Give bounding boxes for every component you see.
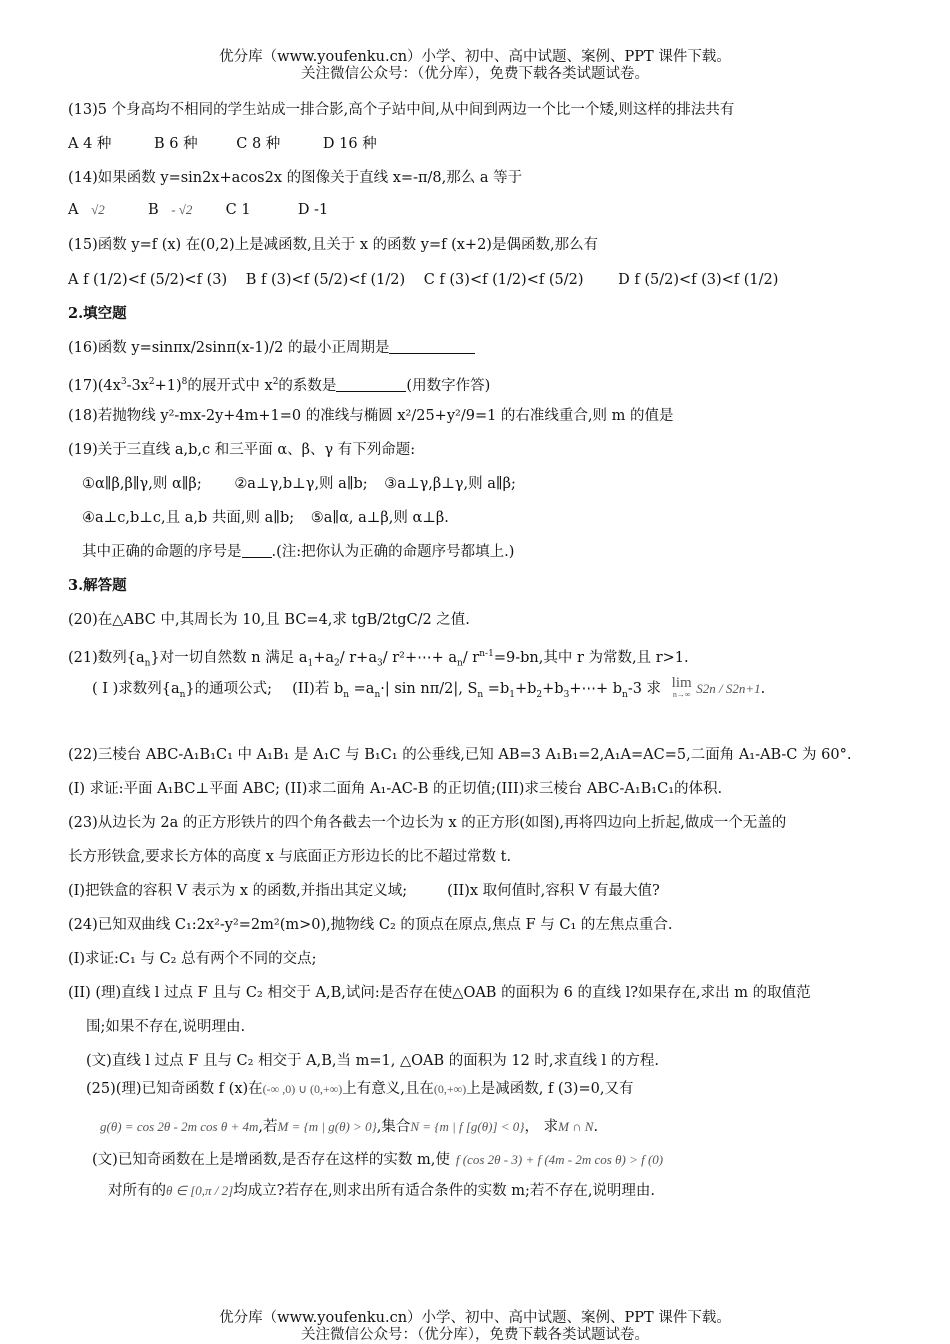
q16-text: (16)函数 y=sinπx/2sinπ(x-1)/2 的最小正周期是 <box>68 340 390 356</box>
q25-t9: 对所有的 <box>108 1183 166 1199</box>
q21-t10: (II)若 b <box>292 681 344 697</box>
q15-option-d: D f (5/2)<f (3)<f (1/2) <box>618 272 779 288</box>
q18: (18)若抛物线 y²-mx-2y+4m+1=0 的准线与椭圆 x²/25+y²/9=1 的右准线重合,则 m 的值是 <box>68 408 674 424</box>
q25-math-N: N = {m | f [g(θ)] < 0} <box>410 1119 525 1134</box>
q22-line1: (22)三棱台 ABC-A₁B₁C₁ 中 A₁B₁ 是 A₁C 与 B₁C₁ 的公垂线,已知 AB=3 A₁B₁=2,A₁A=AC=5,二面角 A₁-AB-C 为 60°. <box>68 747 852 763</box>
q19-props-row1 <box>82 474 516 494</box>
q19-props-row2 <box>82 508 449 528</box>
page-header-line1: 优分库（www.youfenku.cn）小学、初中、高中试题、案例、PPT 课件下载。 <box>219 49 731 65</box>
q17-text-5: 的系数是 <box>278 377 337 394</box>
q21-t12: ·| sin nπ/2|, S <box>380 681 478 697</box>
q19-tail-2: .(注:把你认为正确的命题序号都填上.) <box>271 544 515 560</box>
q13-option-c: C 8 种 <box>236 136 281 152</box>
q19-tail-1: 其中正确的命题的序号是 <box>82 544 242 560</box>
q17-answer-blank <box>336 377 406 392</box>
q24-line3: (II) (理)直线 l 过点 F 且与 C₂ 相交于 A,B,试问:是否存在使△OAB 的面积为 6 的直线 l?如果存在,求出 m 的取值范 <box>68 985 811 1001</box>
q17: $(17)(4x^3-3x^2+1)^8$的展开式中 $x^2$的系数是 (用数字作答) <box>68 377 491 394</box>
q25-math-g: g(θ) = cos 2θ - 2m cos θ + 4m <box>100 1119 259 1134</box>
section-fill-in-heading: 2.填空题 <box>68 305 127 322</box>
q23-part1: (I)把铁盒的容积 V 表示为 x 的函数,并指出其定义域; <box>68 883 408 899</box>
q25-t1: (25)(理)已知奇函数 f (x)在 <box>86 1081 263 1097</box>
q17-text-6: (用数字作答) <box>406 377 491 394</box>
q19-prop-4: ④a⊥c,b⊥c,且 a,b 共面,则 a∥b; <box>82 510 295 526</box>
section-solution-heading: 3.解答题 <box>68 577 127 594</box>
q21-t8: ( I )求数列{a <box>92 681 180 697</box>
q17-text-4: 的展开式中 x <box>187 377 273 394</box>
q21-t16: +⋯+ b <box>569 681 623 697</box>
q14-options <box>68 200 328 220</box>
q25-math-theta: θ ∈ [0,π / 2] <box>166 1183 234 1198</box>
page-footer-line1: 优分库（www.youfenku.cn）小学、初中、高中试题、案例、PPT 课件下载。 <box>219 1310 731 1326</box>
q21-end: . <box>760 681 766 697</box>
q14-option-a: A <box>68 202 79 218</box>
q17-text-2: -3x <box>126 377 149 394</box>
q25-math-interval: (0,+∞) <box>433 1082 467 1096</box>
q14-option-c: C 1 <box>225 202 251 218</box>
q14-option-b-math: - √2 <box>171 202 193 217</box>
q22-line2: (I) 求证:平面 A₁BC⊥平面 ABC; (II)求二面角 A₁-AC-B 的正切值;(III)求三棱台 ABC-A₁B₁C₁的体积. <box>68 781 723 797</box>
q25-math-M: M = {m | g(θ) > 0} <box>277 1119 377 1134</box>
q25-math-domain: (-∞ ,0) ∪ (0,+∞) <box>262 1082 343 1096</box>
q23-part2: (II)x 取何值时,容积 V 有最大值? <box>447 883 660 899</box>
q16-answer-blank <box>389 339 475 354</box>
q21-t1: (21)数列{a <box>68 649 145 666</box>
q25-t6: ， 求 <box>524 1119 559 1135</box>
q23-line1: (23)从边长为 2a 的正方形铁片的四个角各截去一个边长为 x 的正方形(如图),再将四边向上折起,做成一个无盖的 <box>68 815 787 831</box>
q21-lim-bottom: n→∞ <box>672 690 691 699</box>
q19-prop-5: ⑤a∥α, a⊥β,则 α⊥β. <box>310 510 449 526</box>
q17-text-1: (17)(4x <box>68 377 121 394</box>
q25-math-MN: M ∩ N <box>558 1119 594 1134</box>
q15-option-b: B f (3)<f (5/2)<f (1/2) <box>245 272 406 288</box>
q15-option-c: C f (3)<f (1/2)<f (5/2) <box>423 272 584 288</box>
page-header-line2: 关注微信公众号：（优分库），免费下载各类试题试卷。 <box>301 66 649 82</box>
q15-options <box>68 270 778 290</box>
q21-limit <box>671 675 692 700</box>
q13-options <box>68 134 377 154</box>
q25-t10: 均成立?若存在,则求出所有适合条件的实数 m;若不存在,说明理由. <box>233 1183 656 1199</box>
q21-limit-expr: S2n / S2n+1 <box>696 681 761 696</box>
q21-t2: }对一切自然数 n 满足 a <box>150 649 308 666</box>
q13-option-a: A 4 种 <box>68 136 112 152</box>
q21-lim-top: lim <box>671 675 692 691</box>
q25-t5: ,集合 <box>376 1119 411 1135</box>
q25-t8: (文)已知奇函数在上是增函数,是否存在这样的实数 m,使 <box>92 1152 450 1168</box>
q21-t9: }的通项公式; <box>185 681 273 697</box>
q21-t4: / r+a <box>339 649 377 666</box>
q21-line1: (21)数列$\{a_n\}$对一切自然数 n 满足 $a_1+a_2/$ $r+a_3/$ r²+⋯+ $a_n/$ $r^{n-1}=9-bn$,其中 r 为常数,且 r>1. <box>68 649 689 669</box>
q13-option-b: B 6 种 <box>154 136 198 152</box>
q21-line2: ( I )求数列$\{a_n\}$的通项公式; (II)若 $b_n =a_n\cdot|$ sin nπ/2|, $S_n$ $=b_1+b_2+b_3+\cdots+ b_n-3$ 求 lim n→∞ S2n / S2n+1. <box>92 675 766 700</box>
q23-line2: 长方形铁盒,要求长方体的高度 x 与底面正方形边长的比不超过常数 t. <box>68 849 512 865</box>
q21-t3: +a <box>313 649 335 666</box>
page-footer-line2: 关注微信公众号：（优分库），免费下载各类试题试卷。 <box>301 1327 649 1343</box>
q25-line2 <box>100 1117 598 1137</box>
q19-prop-2: ②a⊥γ,b⊥γ,则 a∥b; <box>234 476 368 492</box>
q14-option-d: D -1 <box>297 202 329 218</box>
q25-t4: ,若 <box>258 1119 278 1135</box>
q19-stem: (19)关于三直线 a,b,c 和三平面 α、β、γ 有下列命题: <box>68 442 416 458</box>
q23-line3 <box>68 881 660 901</box>
q24-line1: (24)已知双曲线 C₁:2x²-y²=2m²(m>0),抛物线 C₂ 的顶点在原点,焦点 F 与 C₁ 的左焦点重合. <box>68 917 673 933</box>
q25-t7: . <box>593 1119 599 1135</box>
q19-prop-1: ①α∥β,β∥γ,则 α∥β; <box>82 476 202 492</box>
q25-math-inequality: f (cos 2θ - 3) + f (4m - 2m cos θ) > f (0) <box>455 1152 664 1167</box>
q25-line4 <box>108 1181 655 1201</box>
q15-stem: (15)函数 y=f (x) 在(0,2)上是减函数,且关于 x 的函数 y=f (x+2)是偶函数,那么有 <box>68 237 599 253</box>
q21-t7: =9-bn,其中 r 为常数,且 r>1. <box>493 649 689 666</box>
q21-t11: =a <box>349 681 375 697</box>
q24-line4: 围;如果不存在,说明理由. <box>86 1019 246 1035</box>
q19-tail <box>82 542 514 562</box>
q19-answer-blank <box>242 543 272 558</box>
q20: (20)在△ABC 中,其周长为 10,且 BC=4,求 tgB/2tgC/2 之值. <box>68 612 470 628</box>
q19-prop-3: ③a⊥γ,β⊥γ,则 a∥β; <box>384 476 516 492</box>
q15-option-a: A f (1/2)<f (5/2)<f (3) <box>68 272 228 288</box>
q21-t17: -3 求 <box>627 681 662 697</box>
q21-t14: +b <box>514 681 537 697</box>
q17-text-3: +1) <box>154 377 182 394</box>
q21-t15: +b <box>542 681 564 697</box>
q16 <box>68 338 475 358</box>
q25-line3 <box>92 1150 663 1170</box>
q21-t5: / r²+⋯+ a <box>382 649 458 666</box>
q14-stem: (14)如果函数 y=sin2x+acos2x 的图像关于直线 x=-π/8,那么 a 等于 <box>68 170 523 186</box>
q21-t6: / r <box>462 649 480 666</box>
q24-line2: (I)求证:C₁ 与 C₂ 总有两个不同的交点; <box>68 951 317 967</box>
q25-t2: 上有意义,且在 <box>342 1081 434 1097</box>
q24-line5: (文)直线 l 过点 F 且与 C₂ 相交于 A,B,当 m=1, △OAB 的面积为 12 时,求直线 l 的方程. <box>86 1053 659 1069</box>
q25-line1 <box>86 1079 633 1099</box>
q14-option-b: B <box>147 202 159 218</box>
q21-t13: =b <box>483 681 510 697</box>
q13-stem: (13)5 个身高均不相同的学生站成一排合影,高个子站中间,从中间到两边一个比一个矮,则这样的排法共有 <box>68 102 735 118</box>
q25-t3: 上是减函数, f (3)=0,又有 <box>466 1081 634 1097</box>
q14-option-a-math: √2 <box>91 202 105 217</box>
q13-option-d: D 16 种 <box>322 136 377 152</box>
